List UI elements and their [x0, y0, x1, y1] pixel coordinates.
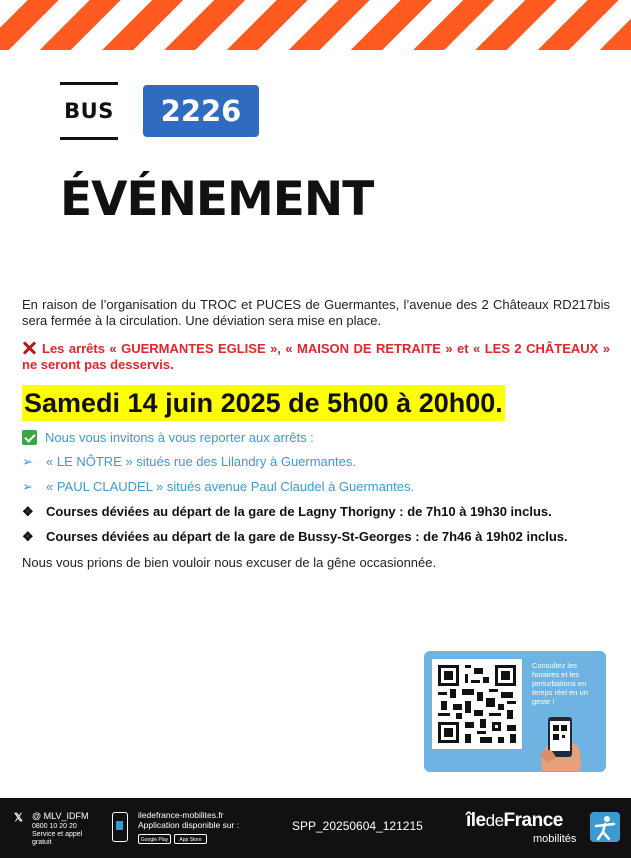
app-store-badge[interactable]: App Store: [174, 834, 207, 844]
list-item: [22, 454, 610, 470]
cross-icon: [22, 341, 36, 355]
logo-de: de: [485, 811, 504, 830]
list-item: [22, 529, 610, 545]
event-date: Samedi 14 juin 2025 de 5h00 à 20h00.: [22, 385, 505, 421]
list-item: [22, 504, 610, 520]
mobile-app-icon: [112, 812, 128, 842]
arrow-icon: ➢: [22, 479, 33, 494]
hazard-stripe-banner: [0, 0, 631, 50]
idfm-logo: [466, 810, 563, 832]
app-availability: Application disponible sur :: [138, 820, 240, 830]
invite-line: [22, 430, 610, 446]
warning-paragraph: [22, 341, 610, 373]
x-social-icon[interactable]: 𝕏: [14, 812, 23, 824]
document-reference: SPP_20250604_121215: [292, 819, 423, 833]
logo-france: France: [503, 810, 563, 831]
warning-text: Les arrêts « GUERMANTES EGLISE », « MAISON DE RETRAITE » et « LES 2 CHÂTEAUX » ne seront pas desservis.: [22, 341, 610, 372]
diamond-bullet-icon: ❖: [22, 529, 34, 544]
qr-info-box: [424, 651, 606, 772]
arrow-icon: ➢: [22, 454, 33, 469]
footer: [0, 798, 631, 858]
detour-text: Courses déviées au départ de la gare de Lagny Thorigny : de 7h10 à 19h30 inclus.: [46, 504, 552, 519]
stop-text: « PAUL CLAUDEL » situés avenue Paul Claudel à Guermantes.: [46, 479, 415, 494]
phone-number: 0800 10 20 20: [32, 823, 77, 830]
bus-label: BUS: [60, 82, 118, 140]
stop-text: « LE NÔTRE » situés rue des Lilandry à Guermantes.: [46, 454, 356, 469]
line-number-badge: 2226: [143, 85, 259, 137]
qr-code[interactable]: [432, 659, 522, 749]
accessibility-person-icon: [590, 812, 620, 842]
qr-caption: Consultez les horaires et les perturbations en temps réel en un geste !: [532, 661, 588, 706]
page-title: ÉVÉNEMENT: [60, 172, 374, 227]
closing-paragraph: Nous vous prions de bien vouloir nous excuser de la gêne occasionnée.: [22, 555, 437, 570]
invite-text: Nous vous invitons à vous reporter aux arrêts :: [45, 430, 314, 445]
website-link[interactable]: iledefrance-mobilites.fr: [138, 810, 224, 820]
intro-paragraph: En raison de l’organisation du TROC et PUCES de Guermantes, l’avenue des 2 Châteaux RD217bis sera fermée à la circulation. Une déviation sera mise en place.: [22, 297, 610, 328]
logo-ile: île: [466, 810, 486, 831]
qr-code-icon: [438, 665, 516, 743]
social-handle[interactable]: @ MLV_IDFM: [32, 811, 89, 821]
detour-text: Courses déviées au départ de la gare de Bussy-St-Georges : de 7h46 à 19h02 inclus.: [46, 529, 568, 544]
check-icon: [22, 430, 37, 445]
service-note: Service et appel gratuit: [32, 831, 83, 846]
google-play-badge[interactable]: Google Play: [138, 834, 171, 844]
diamond-bullet-icon: ❖: [22, 504, 34, 519]
logo-mobilites: mobilités: [533, 833, 577, 845]
list-item: [22, 479, 610, 495]
phone-in-hand-icon: [534, 711, 584, 771]
contact-info: [32, 823, 92, 847]
